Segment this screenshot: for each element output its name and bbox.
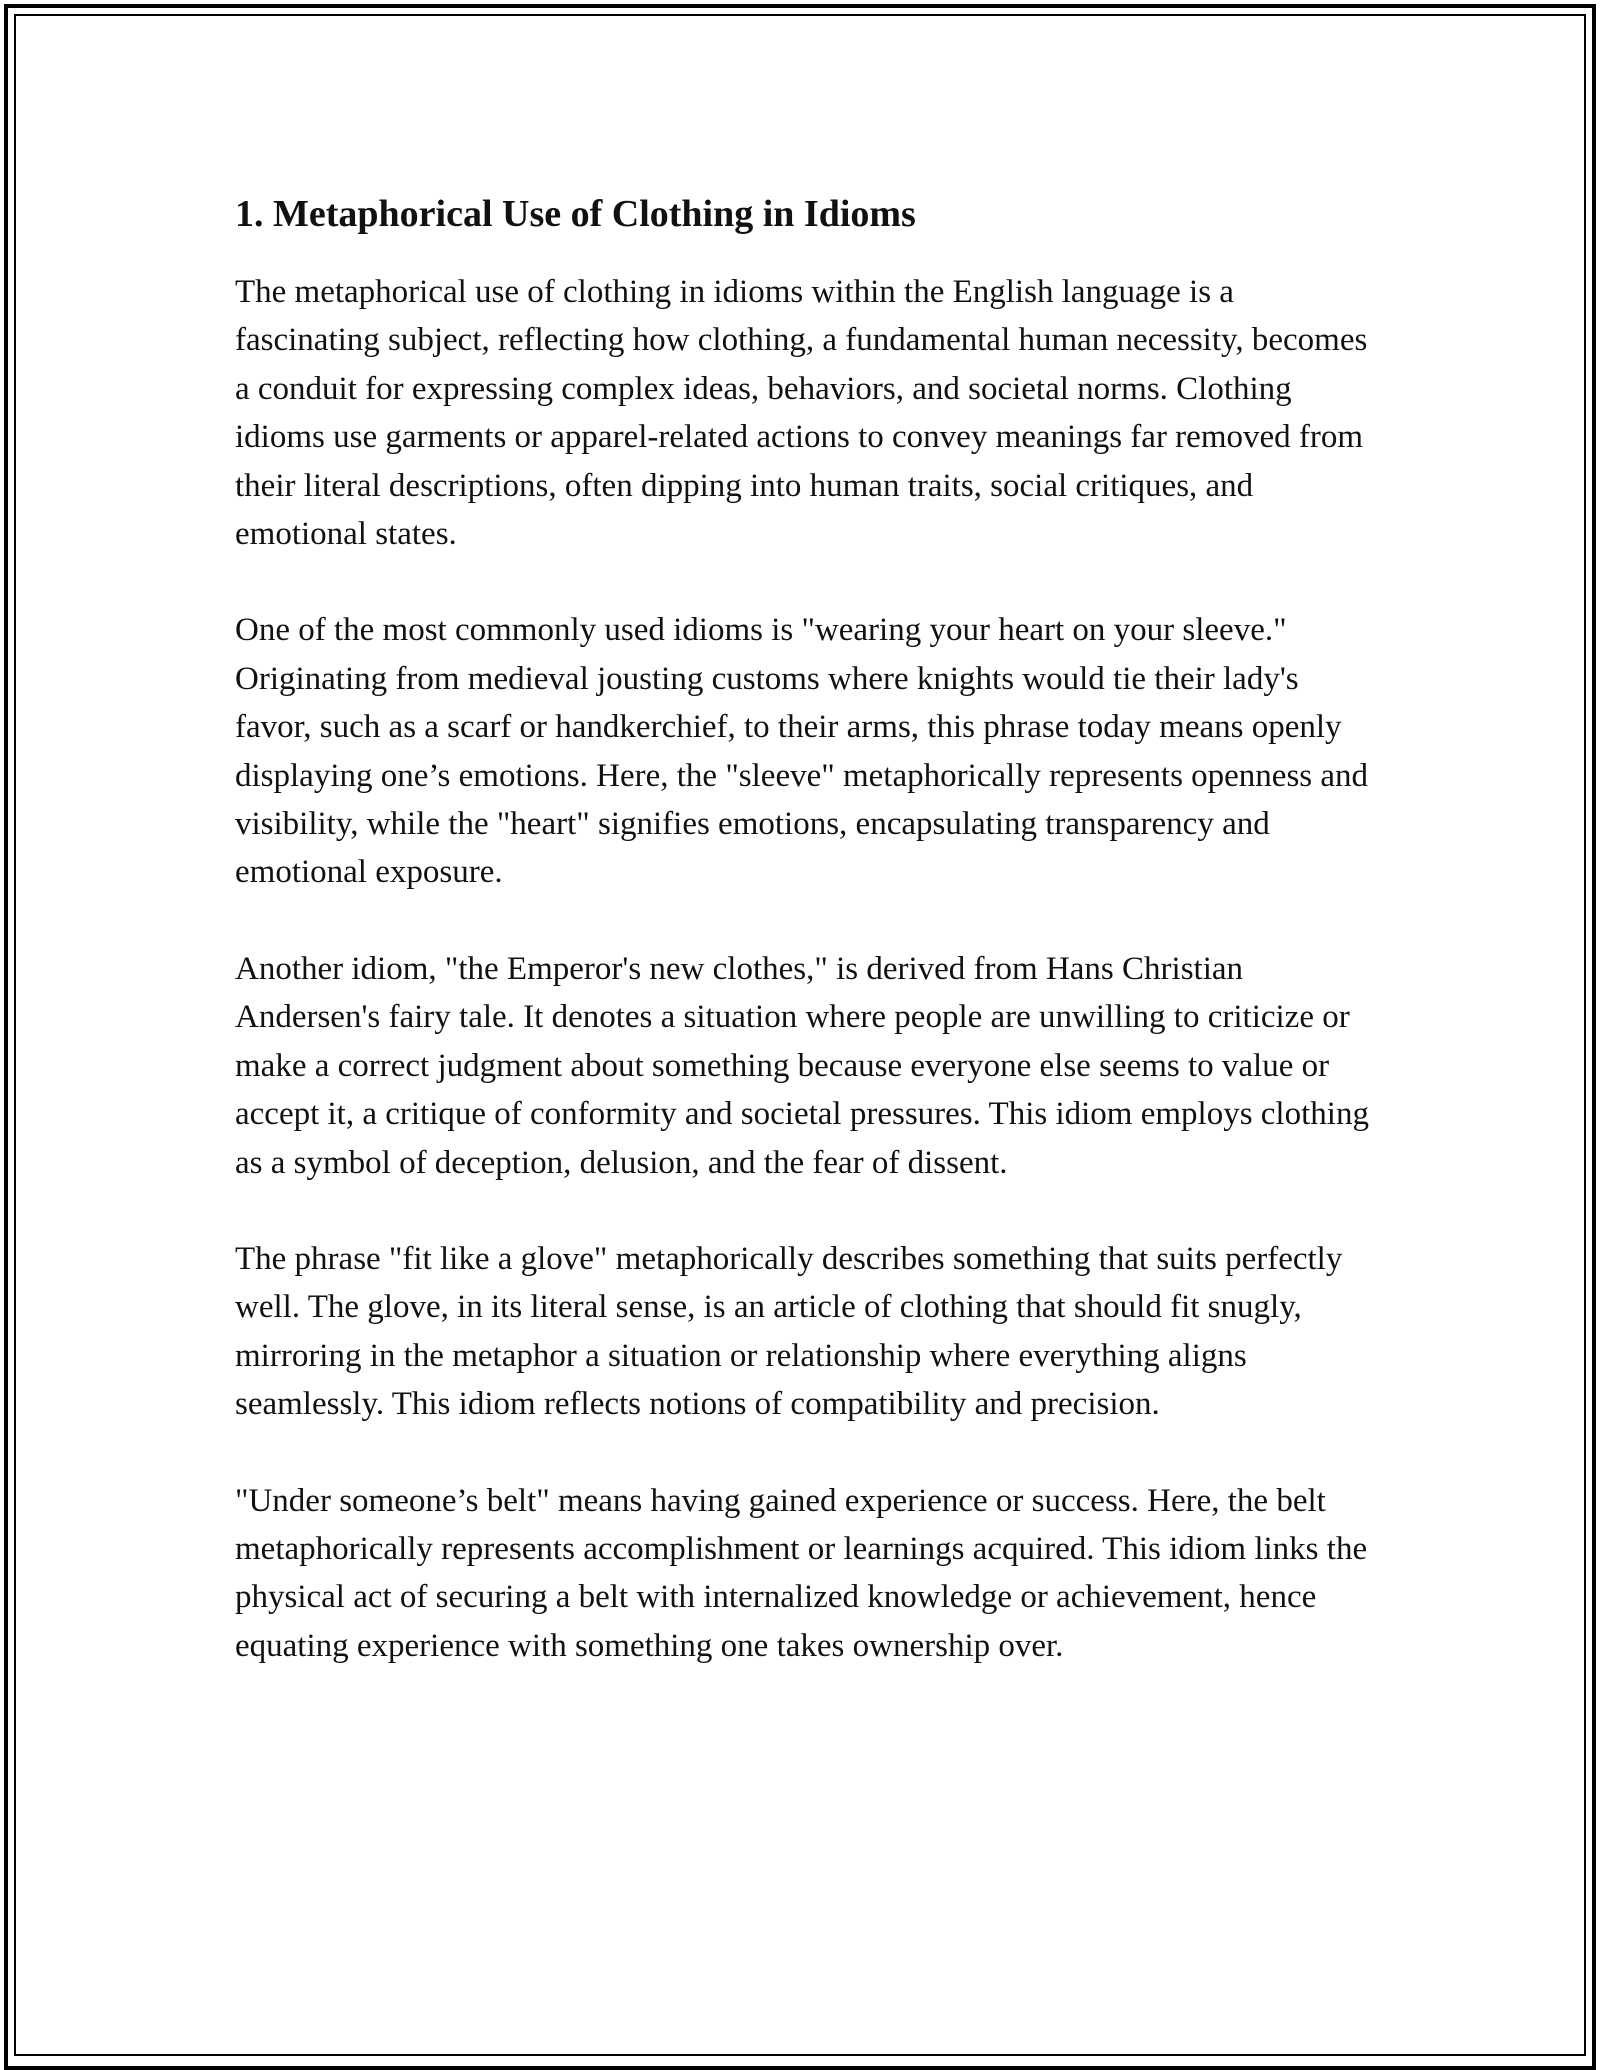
document-body (235, 186, 1375, 1670)
paragraph-emperors-new-clothes: Another idiom, "the Emperor's new clothes," is derived from Hans Christian Andersen's fairy tale. It denotes a situation where people are unwilling to criticize or make a correct judgment about something because everyone else seems to value or accept it, a critique of conformity and societal pressures. This idiom employs clothing as a symbol of deception, delusion, and the fear of dissent. (235, 950, 1369, 1181)
paragraph-heart-on-sleeve: One of the most commonly used idioms is "wearing your heart on your sleeve." Originating from medieval jousting customs where knights would tie their lady's favor, such as a scarf or handkerchief, to their arms, this phrase today means openly displaying one’s emotions. Here, the "sleeve" metaphorically represents openness and visibility, while the "heart" signifies emotions, encapsulating transparency and emotional exposure. (235, 612, 1369, 891)
paragraph-under-belt: "Under someone’s belt" means having gained experience or success. Here, the belt metaphorically represents accomplishment or learnings acquired. This idiom links the physical act of securing a belt with internalized knowledge or achievement, hence equating experience with something one takes ownership over. (235, 1482, 1368, 1664)
section-title: 1. Metaphorical Use of Clothing in Idioms (235, 193, 916, 235)
paragraph-fit-like-a-glove: The phrase "fit like a glove" metaphorically describes something that suits perfectly well. The glove, in its literal sense, is an article of clothing that should fit snugly, mirroring in the metaphor a situation or relationship where everything aligns seamlessly. This idiom reflects notions of compatibility and precision. (235, 1240, 1343, 1423)
paragraph-intro: The metaphorical use of clothing in idioms within the English language is a fascinating subject, reflecting how clothing, a fundamental human necessity, becomes a conduit for expressing complex ideas, behaviors, and societal norms. Clothing idioms use garments or apparel-related actions to convey meanings far removed from their literal descriptions, often dipping into human traits, social critiques, and emotional states. (235, 274, 1368, 553)
